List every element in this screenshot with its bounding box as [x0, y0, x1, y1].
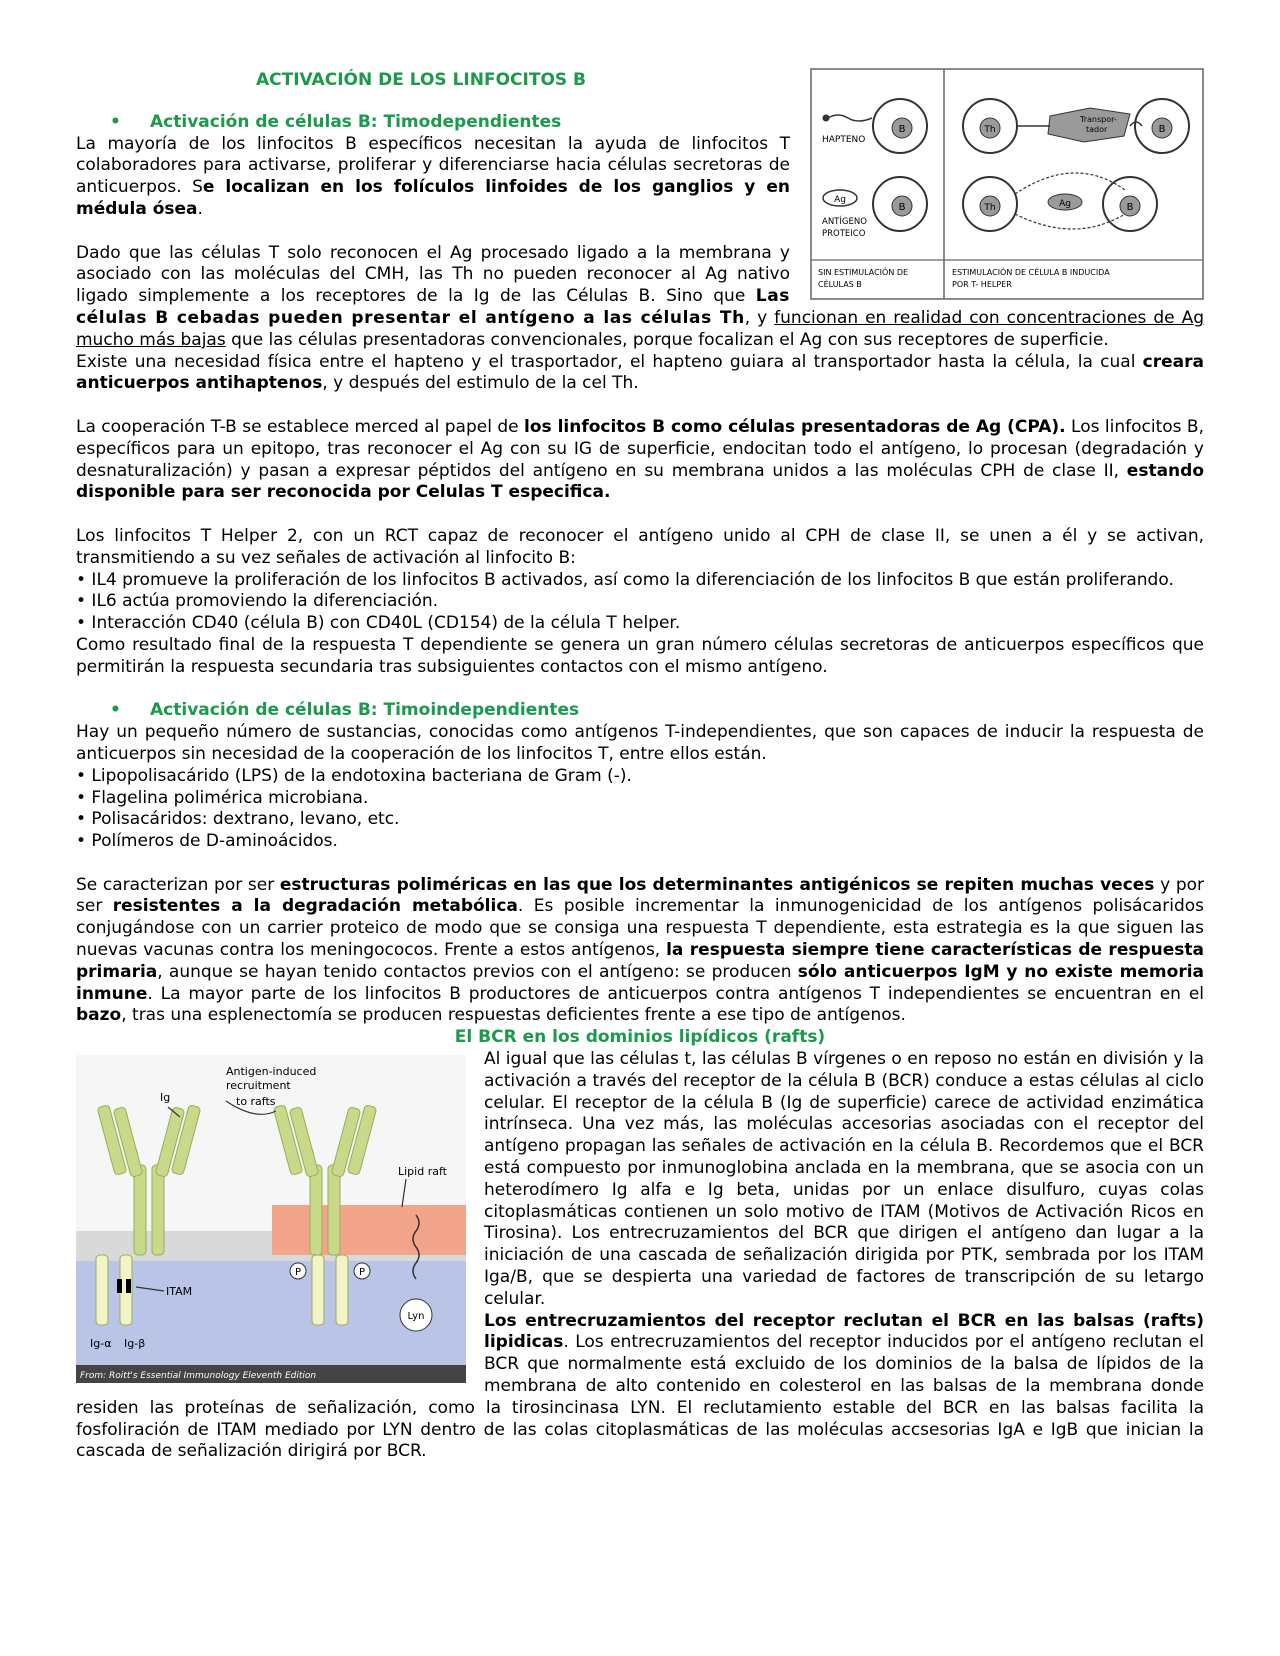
- svg-text:Ig-β: Ig-β: [124, 1337, 146, 1351]
- svg-text:SIN ESTIMULACIÓN DE: SIN ESTIMULACIÓN DE: [818, 267, 909, 277]
- list-item: • IL6 actúa promoviendo la diferenciación.: [76, 591, 439, 612]
- paragraph: Dado que las células T solo reconocen el Ag procesado ligado a la membrana y asociado con las moléculas del CMH, las Th no pueden reconocer al Ag nativo ligado simplemente a los receptores de la Ig de las Células B. Sino que Las células B cebadas pueden presentar el antígeno a las células Th, y funcionan en realidad con concentraciones de Ag mucho más bajas que las células presentadoras convencionales, porque focalizan el Ag con sus receptores de superficie.: [76, 242, 1204, 350]
- svg-text:to rafts: to rafts: [236, 1095, 276, 1109]
- paragraph: Existe una necesidad física entre el hapteno y el trasportador, el hapteno guiara al transportador hasta la célula, la cual creara anticuerpos antihaptenos, y después del estimulo de la cel Th.: [76, 351, 1204, 394]
- section-heading-timodependientes: • Activación de células B: Timodependientes: [110, 111, 562, 132]
- svg-text:P: P: [358, 1267, 366, 1279]
- hapten-carrier-figure: [810, 68, 1204, 300]
- svg-text:Antigen-induced: Antigen-induced: [226, 1065, 317, 1079]
- svg-text:B: B: [898, 123, 906, 135]
- svg-text:B: B: [898, 201, 906, 213]
- paragraph: Al igual que las células t, las células B vírgenes o en reposo no están en división y la activación a través del receptor de la célula B (BCR) conduce a estas células al ciclo celular. El receptor de la célula B (Ig de superficie) carece de actividad enzimática intrínseca. Una vez más, las moléculas accesorias asociadas con el receptor del antígeno propagan las señales de activación en la célula B. Recordemos que el BCR está compuesto por inmunoglobina anclada en la membrana, que se asocia con un heterodímero Ig alfa e Ig beta, unidas por un enlace disulfuro, cuyas colas citoplasmáticas contienen un solo motivo de ITAM (Motivos de Activación Ricos en Tirosina). Los entrecruzamientos del BCR que dirigen el antígeno dan lugar a la iniciación de una cascada de señalización dirigida por PTK, sembrada por los ITAM Iga/B, que se despierta una variedad de factores de transcripción de su letargo celular.: [484, 1049, 1204, 1309]
- list-item: • Polisacáridos: dextrano, levano, etc.: [76, 809, 400, 830]
- svg-text:PROTEICO: PROTEICO: [822, 228, 866, 239]
- svg-text:POR T- HELPER: POR T- HELPER: [952, 279, 1012, 289]
- list-item: • Flagelina polimérica microbiana.: [76, 787, 369, 808]
- paragraph: Como resultado final de la respuesta T dependiente se genera un gran número células secretoras de anticuerpos específicos que permitirán la respuesta secundaria tras subsiguientes contactos con el mismo antígeno.: [76, 634, 1204, 677]
- svg-text:B: B: [1158, 123, 1166, 135]
- document-title: ACTIVACIÓN DE LOS LINFOCITOS B: [256, 70, 587, 90]
- svg-text:HAPTENO: HAPTENO: [822, 134, 866, 145]
- svg-text:ITAM: ITAM: [166, 1285, 193, 1299]
- svg-text:P: P: [294, 1267, 302, 1279]
- svg-text:Th: Th: [984, 202, 996, 213]
- svg-text:ESTIMULACIÓN DE CÉLULA B INDUC: ESTIMULACIÓN DE CÉLULA B INDUCIDA: [952, 267, 1110, 277]
- svg-text:Lipid raft: Lipid raft: [398, 1165, 447, 1179]
- list-item: • IL4 promueve la proliferación de los linfocitos B activados, así como la diferenciación de los linfocitos B que están proliferando.: [76, 569, 1174, 590]
- list-item: • Lipopolisacárido (LPS) de la endotoxina bacteriana de Gram (-).: [76, 765, 632, 786]
- bcr-lipid-raft-figure: [76, 1055, 466, 1383]
- bullet-icon: •: [110, 700, 121, 721]
- paragraph: Hay un pequeño número de sustancias, conocidas como antígenos T-independientes, que son capaces de inducir la respuesta de anticuerpos sin necesidad de la cooperación de los linfocitos T, entre ellos están.: [76, 722, 1204, 764]
- list-item: • Interacción CD40 (célula B) con CD40L (CD154) de la célula T helper.: [76, 613, 681, 634]
- svg-text:Lyn: Lyn: [407, 1311, 425, 1323]
- svg-text:Ig-α: Ig-α: [90, 1337, 112, 1351]
- svg-text:CÉLULAS B: CÉLULAS B: [818, 279, 862, 289]
- svg-text:Ag: Ag: [1059, 198, 1071, 209]
- svg-text:B: B: [1126, 201, 1134, 213]
- section-heading-timoindependientes: • Activación de células B: Timoindependientes: [110, 700, 580, 721]
- paragraph: La mayoría de los linfocitos B específicos necesitan la ayuda de linfocitos T colaboradores para activarse, proliferar y diferenciarse hacia células secretoras de anticuerpos. Se localizan en los folículos linfoides de los ganglios y en médula ósea.: [76, 133, 790, 219]
- document-page: [76, 70, 1204, 1463]
- svg-text:ANTÍGENO: ANTÍGENO: [822, 216, 867, 227]
- svg-text:Ig: Ig: [160, 1091, 171, 1105]
- svg-text:Ag: Ag: [834, 194, 846, 205]
- svg-text:Transpor-: Transpor-: [1080, 114, 1117, 124]
- svg-text:Th: Th: [984, 124, 996, 135]
- bullet-icon: •: [110, 111, 121, 132]
- paragraph: Los entrecruzamientos del receptor reclutan el BCR en las balsas (rafts) lipidicas. Los entrecruzamientos del receptor inducidos por el antígeno reclutan el BCR que normalmente está excluido de los dominios de la balsa de lípidos de la membrana de alto contenido en colesterol en las balsas de la membrana donde residen las proteínas de señalización, como la tirosincinasa LYN. El reclutamiento estable del BCR en las balsas facilita la fosfoliración de ITAM mediado por LYN dentro de las colas citoplasmáticas de las moléculas accsesorias IgA e IgB que inician la cascada de señalización dirigirá por BCR.: [76, 1310, 1204, 1462]
- paragraph: Los linfocitos T Helper 2, con un RCT capaz de reconocer el antígeno unido al CPH de clase II, se unen a él y se activan, transmitiendo a su vez señales de activación al linfocito B:: [76, 525, 1204, 568]
- list-item: • Polímeros de D-aminoácidos.: [76, 831, 338, 852]
- svg-text:tador: tador: [1086, 124, 1108, 134]
- paragraph: La cooperación T-B se establece merced al papel de los linfocitos B como células presentadoras de Ag (CPA). Los linfocitos B, específicos para un epitopo, tras reconocer el Ag con su IG de superficie, endocitan todo el antígeno, lo procesan (degradación y desnaturalización) y pasan a expresar péptidos del antígeno en su membrana unidos a las moléculas CPH de clase II, estando disponible para ser reconocida por Celulas T especifica.: [76, 416, 1204, 503]
- svg-text:recruitment: recruitment: [226, 1079, 291, 1093]
- section-heading-bcr-rafts: El BCR en los dominios lipídicos (rafts): [454, 1027, 826, 1048]
- paragraph: Se caracterizan por ser estructuras poliméricas en las que los determinantes antigénicos se repiten muchas veces y por ser resistentes a la degradación metabólica. Es posible incrementar la inmunogenicidad de los antígenos polisácaridos conjugándose con un carrier proteico de modo que se consiga una respuesta T dependiente, esta estrategia es la que siguen las nuevas vacunas contra los meningococos. Frente a estos antígenos, la respuesta siempre tiene características de respuesta primaria, aunque se hayan tenido contactos previos con el antígeno: se producen sólo anticuerpos IgM y no existe memoria inmune. La mayor parte de los linfocitos B productores de anticuerpos contra antígenos T independientes se encuentran en el bazo, tras una esplenectomía se producen respuestas deficientes frente a ese tipo de antígenos.: [76, 874, 1205, 1026]
- svg-text:From: Roitt's Essential Immuno: From: Roitt's Essential Immunology Eleventh Edition: [80, 1371, 317, 1382]
